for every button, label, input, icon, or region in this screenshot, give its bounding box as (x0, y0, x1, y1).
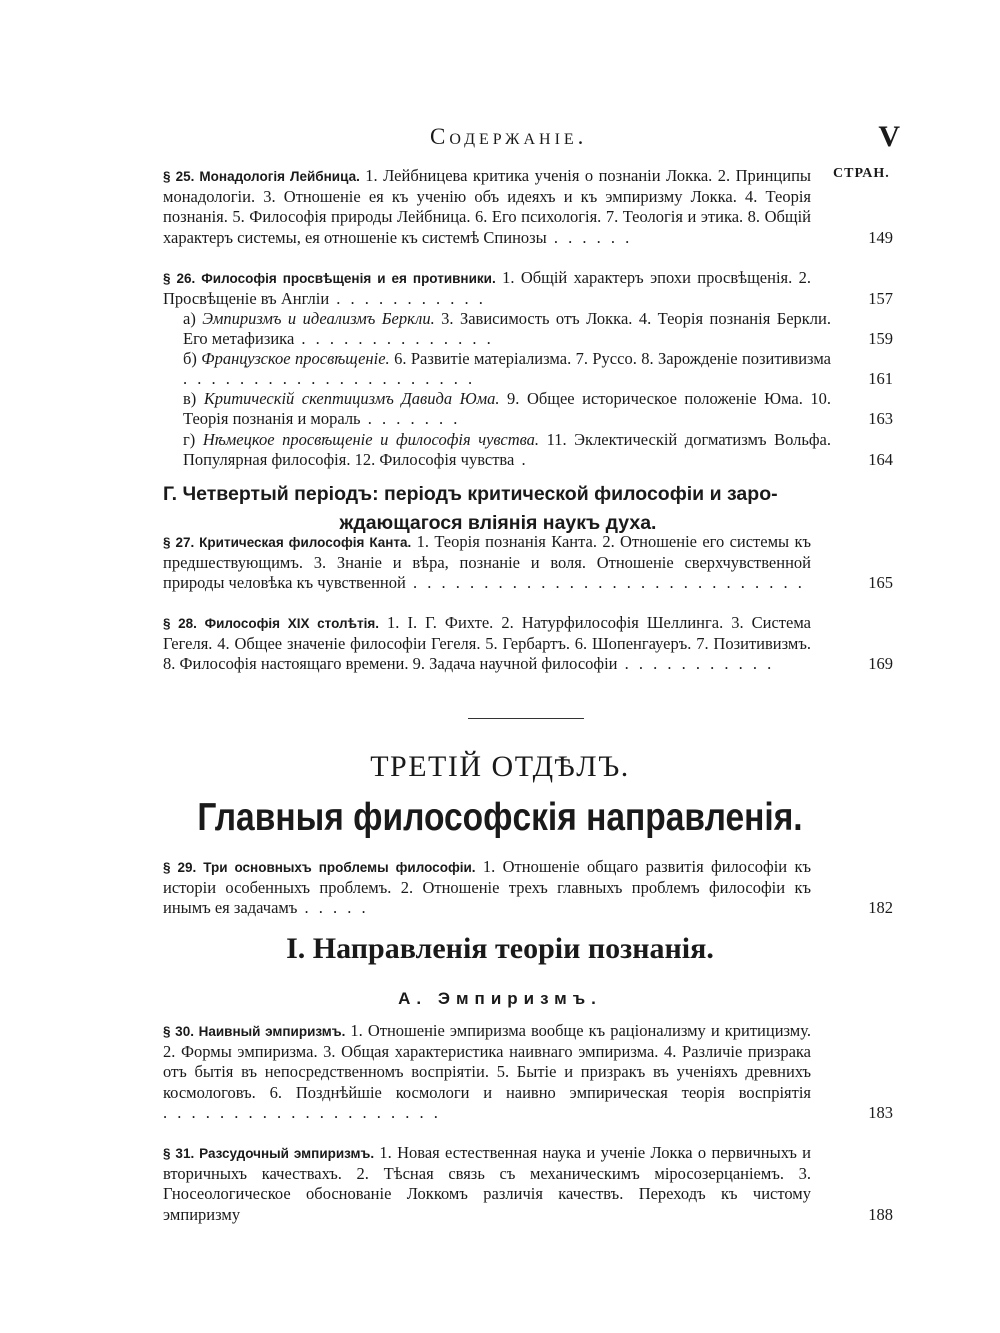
leader-dots: . . . . . (297, 898, 369, 918)
part-subtitle: Главныя философскія направленія. (197, 796, 803, 839)
toc-entry-page: 149 (868, 227, 893, 247)
toc-entry-lead: § 31. Разсудочный эмпиризмъ. (163, 1146, 375, 1161)
toc-entry-page: 169 (868, 654, 893, 674)
subentry-prefix: в) (183, 389, 204, 408)
leader-dots: . . . . . . . . . . . (617, 654, 775, 674)
toc-entry-text: 1. Новая естественная наука и ученіе Локка о первичныхъ и вторичныхъ качествахъ. 2. Тѣсная связь съ механическимъ міросозерцаніемъ. 3. Гносеологическое обоснованіе Локкомъ различія качествъ. Переходъ къ чистому эмпиризму (163, 1143, 811, 1224)
toc-entry-text: 1. Лейбницева критика ученія о познаніи Локка. 2. Принципы монадологіи. 3. Отношеніе ея къ ученію объ идеяхъ и къ эмпиризму Локка. 4. Теорія познанія. 5. Философія природы Лейбница. 6. Его психологія. 7. Теологія и этика. 8. Общій характеръ системы, ея отношеніе къ системѣ Спинозы (163, 166, 811, 247)
toc-entry-28 (163, 613, 893, 675)
toc-entry-text: 3. Зависимость отъ Локка. 4. Теорія познанія Беркли. Его метафизика (183, 309, 831, 349)
running-head (150, 122, 900, 156)
toc-entry-page: 159 (868, 329, 893, 349)
section-title: I. Направленія теоріи познанія. (286, 932, 714, 965)
toc-entry-text: 1. Отношеніе общаго развитія философіи къ исторіи особенныхъ проблемъ. 2. Отношеніе трехъ главныхъ проблемъ философіи къ инымъ ея задачамъ (163, 857, 811, 918)
toc-entry-27 (163, 532, 893, 594)
toc-entry-page: 182 (868, 898, 893, 918)
toc-entry-25 (163, 166, 893, 248)
leader-dots: . . . . . . . . . . . . . . . . . . . . . . . . . . . . (405, 573, 805, 593)
subentry-prefix: а) (183, 309, 203, 328)
toc-entry-text: 11. Эклектическій догматизмъ Вольфа. Популярная философія. 12. Философія чувства (183, 430, 831, 470)
toc-entry-lead: § 30. Наивный эмпиризмъ. (163, 1024, 346, 1039)
toc-entry-page: 164 (868, 450, 893, 470)
subentry-prefix: г) (183, 430, 203, 449)
leader-dots: . . . . . . . . . . . . . . . . . . . . (163, 1102, 441, 1122)
toc-entry-page: 183 (868, 1102, 893, 1122)
toc-entry-31 (163, 1143, 893, 1225)
subentry-title: Нѣмецкое просвѣщеніе и философія чувства. (202, 430, 540, 449)
toc-entry-text: 1. Общій характеръ эпохи просвѣщенія. 2. Просвѣщеніе въ Англіи (163, 268, 811, 309)
period-heading (163, 480, 833, 538)
leader-dots: . . . . . . (546, 227, 633, 247)
period-heading-line1: Г. Четвертый періодъ: періодъ критической философіи и заро- (163, 483, 778, 505)
toc-subentry-a (163, 309, 893, 349)
toc-subentry-d (163, 430, 893, 470)
page-number: V (878, 120, 900, 153)
subentry-prefix: б) (183, 349, 202, 368)
subentry-title: Французское просвѣщеніе. (201, 349, 390, 368)
toc-entry-page: 165 (868, 573, 893, 593)
toc-entry-text: 9. Общее историческое положеніе Юма. 10. Теорія познанія и мораль (183, 389, 831, 429)
subentry-title: Эмпиризмъ и идеализмъ Беркли. (202, 309, 435, 328)
running-title: Содержаніе. (430, 124, 588, 149)
leader-dots: . (514, 450, 529, 470)
divider-rule (468, 718, 584, 719)
leader-dots: . . . . . . . . . . . . . . (294, 329, 494, 349)
toc-entry-26 (163, 268, 893, 309)
subsection-title: А. Эмпиризмъ. (398, 989, 602, 1008)
page-column-label: СТРАН. (833, 166, 890, 181)
toc-entry-text: 1. Теорія познанія Канта. 2. Отношеніе его системы къ предшествующимъ. 3. Знаніе и вѣра, познаніе и воля. Отношеніе сверхчувственной природы человѣка къ чувственной (163, 532, 811, 593)
toc-subentry-b (163, 349, 893, 389)
toc-entry-30 (163, 1021, 893, 1123)
toc-entry-page: 161 (868, 369, 893, 389)
toc-entry-page: 157 (868, 289, 893, 309)
toc-entry-lead: § 28. Философія XIX столѣтія. (163, 616, 380, 631)
leader-dots: . . . . . . . . . . . . . . . . . . . . . (183, 369, 476, 389)
toc-entry-lead: § 26. Философія просвѣщенія и ея противники. (163, 271, 496, 286)
toc-entry-text: 1. Отношеніе эмпиризма вообще къ раціонализму и критицизму. 2. Формы эмпиризма. 3. Общая характеристика наивнаго эмпиризма. 4. Различіе призрака отъ бытія въ непосредственномъ воспріятіи. 5. Бытіе и призракъ въ ученіяхъ древнихъ космологовъ. 6. Позднѣйшіе космологи и наивно эмпирическая теорія воспріятія (163, 1021, 811, 1102)
subentry-title: Критическій скептицизмъ Давида Юма. (203, 389, 500, 408)
toc-entry-lead: § 25. Монадологія Лейбница. (163, 169, 360, 184)
period-heading-line2: ждающагося вліянія наукъ духа. (339, 512, 657, 534)
toc-entry-lead: § 29. Три основныхъ проблемы философіи. (163, 860, 476, 875)
toc-entry-page: 163 (868, 409, 893, 429)
toc-entry-text: 1. І. Г. Фихте. 2. Натурфилософія Шеллинга. 3. Система Гегеля. 4. Общее значеніе философіи Гегеля. 5. Гербартъ. 6. Шопенгауеръ. 7. Позитивизмъ. 8. Философія настоящаго времени. 9. Задача научной философіи (163, 613, 811, 674)
toc-entry-lead: § 27. Критическая философія Канта. (163, 535, 412, 550)
toc-entry-29 (163, 857, 893, 919)
toc-entry-text: 6. Развитіе матеріализма. 7. Руссо. 8. Зарожденіе позитивизма (389, 349, 831, 368)
leader-dots: . . . . . . . (360, 409, 461, 429)
part-title: ТРЕТІЙ ОТДѢЛЪ. (370, 750, 630, 783)
leader-dots: . . . . . . . . . . . (329, 289, 486, 309)
toc-entry-page: 188 (868, 1204, 893, 1224)
toc-subentry-c (163, 389, 893, 429)
